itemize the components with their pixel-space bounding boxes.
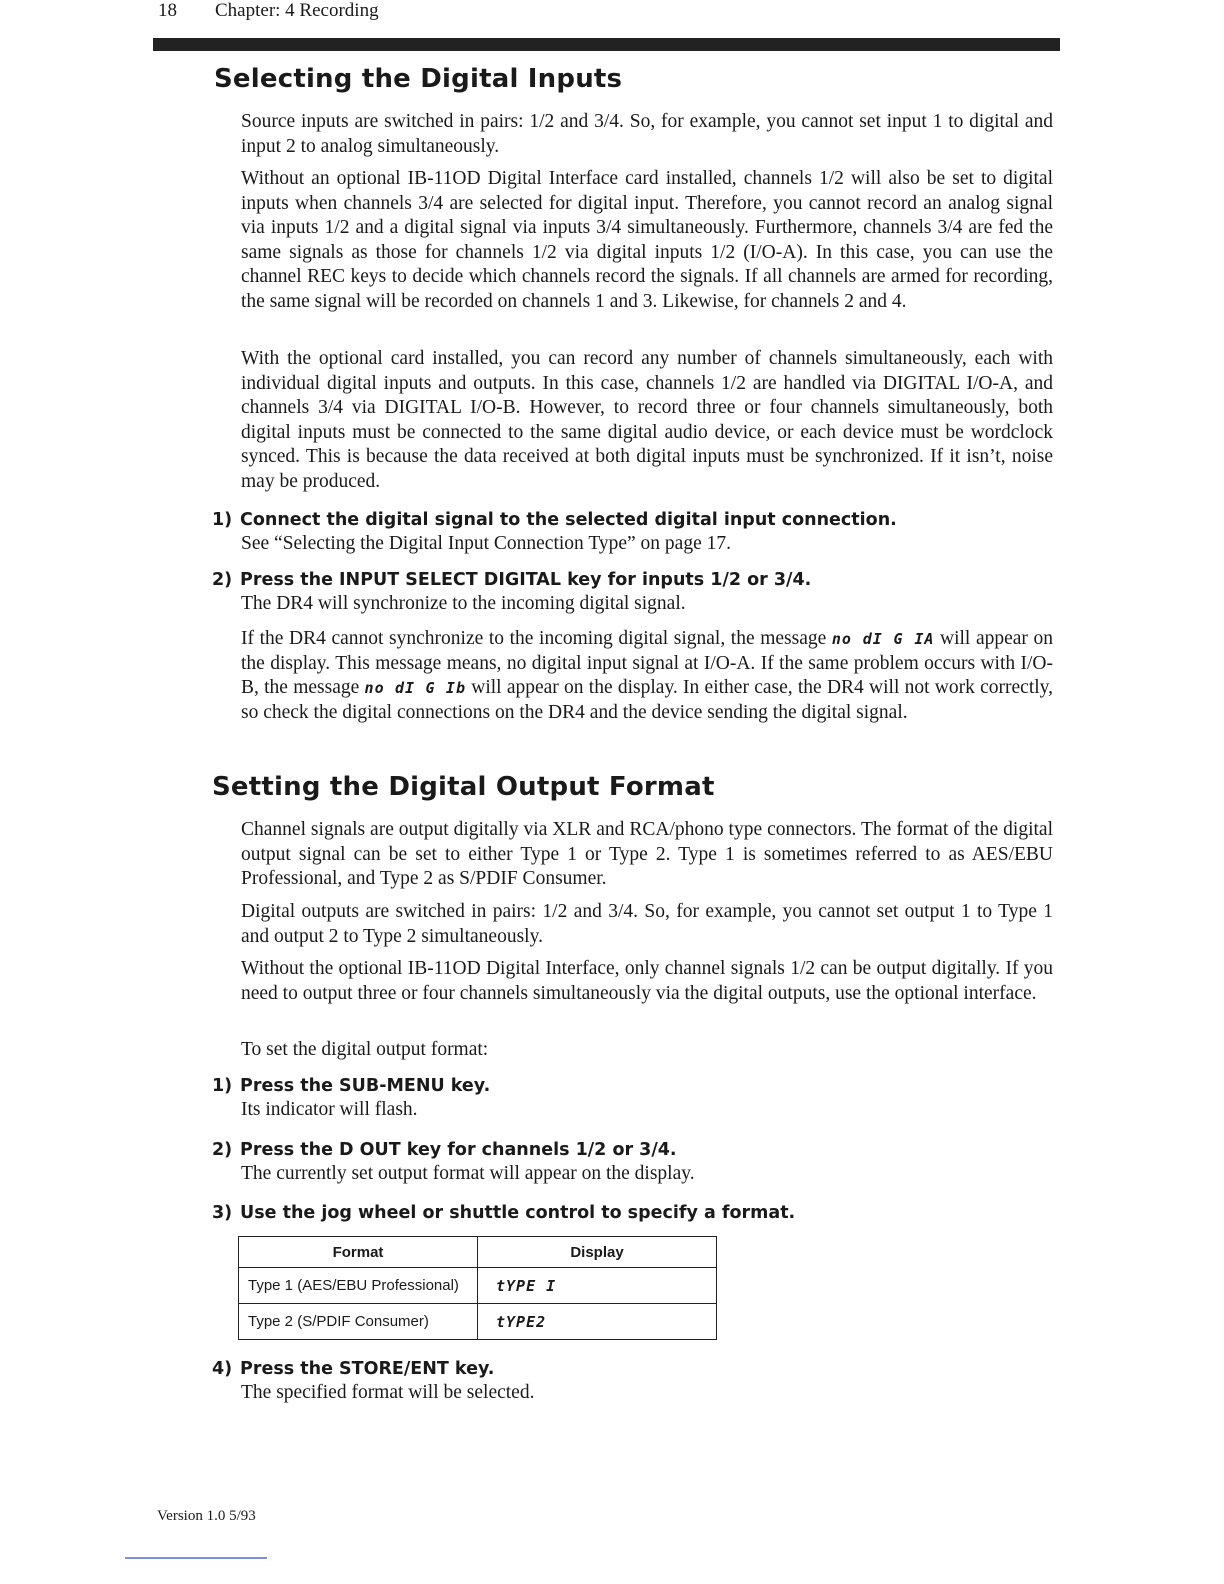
paragraph: Without an optional IB-11OD Digital Interface card installed, channels 1/2 will also be set to digital inputs when channels 3/4 are selected for digital input. Therefore, you cannot record an analog signal via inputs 1/2 and a digital signal via inputs 3/4 simultaneously. Furthermore, channels 3/4 are fed the same signals as those for channels 1/2 via digital inputs 1/2 (I/O-A). In this case, you can use the channel REC keys to decide which channels record the signals. If all channels are armed for recording, the same signal will be recorded on channels 1 and 3. Likewise, for channels 2 and 4.	[241, 168, 1053, 312]
note-paragraph	[241, 627, 1053, 725]
table-header-format: Format	[239, 1237, 478, 1268]
paragraph: Digital outputs are switched in pairs: 1/2 and 3/4. So, for example, you cannot set output 1 to Type 1 and output 2 to Type 2 simultaneously.	[241, 901, 1053, 947]
note-text: will appear on the display. In either case, the DR4 will not work correctly, so check the digital connections on the DR4 and the device sending the digital signal.	[241, 677, 1054, 723]
step-number: 3)	[212, 1203, 233, 1223]
lcd-message-io-b: no dI G Ib	[364, 679, 466, 697]
paragraph: Source inputs are switched in pairs: 1/2 and 3/4. So, for example, you cannot set input 1 to digital and input 2 to analog simultaneously.	[241, 111, 1053, 157]
step-number: 2)	[212, 1140, 233, 1160]
chapter-title: Chapter: 4 Recording	[215, 0, 379, 21]
step-title: Press the SUB-MENU key.	[240, 1076, 491, 1096]
step-description: The currently set output format will appear on the display.	[241, 1163, 695, 1184]
paragraph: Without the optional IB-11OD Digital Interface, only channel signals 1/2 can be output digitally. If you need to output three or four channels simultaneously via the digital outputs, use the optional interface.	[241, 958, 1053, 1004]
header-rule	[153, 38, 1060, 51]
paragraph: Channel signals are output digitally via XLR and RCA/phono type connectors. The format of the digital output signal can be set to either Type 1 or Type 2. Type 1 is sometimes referred to as AES/EBU Professional, and Type 2 as S/PDIF Consumer.	[241, 819, 1053, 889]
bottom-rule	[125, 1557, 267, 1559]
step-title: Press the D OUT key for channels 1/2 or 3/4.	[240, 1140, 677, 1160]
section-title-digital-output: Setting the Digital Output Format	[212, 772, 715, 802]
paragraph: With the optional card installed, you can record any number of channels simultaneously, each with individual digital inputs and outputs. In this case, channels 1/2 are handled via DIGITAL I/O-A, and channels 3/4 via DIGITAL I/O-B. However, to record three or four channels simultaneously, both digital inputs must be connected to the same digital audio device, or each device must be wordclock synced. This is because the data received at both digital inputs must be synchronized. If it isn’t, noise may be produced.	[241, 348, 1053, 492]
step-number: 4)	[212, 1359, 233, 1379]
step-number: 1)	[212, 510, 233, 530]
format-table	[238, 1236, 717, 1340]
step-title: Use the jog wheel or shuttle control to specify a format.	[240, 1203, 796, 1223]
step-title: Connect the digital signal to the selected digital input connection.	[240, 510, 897, 530]
step-description: The specified format will be selected.	[241, 1382, 535, 1403]
footer-version: Version 1.0 5/93	[157, 1508, 256, 1524]
table-row	[239, 1268, 717, 1304]
page-number: 18	[158, 0, 177, 21]
display-cell	[478, 1268, 717, 1304]
lcd-message-io-a: no dI G IA	[831, 630, 935, 648]
lcd-display-type2: tYPE2	[496, 1312, 547, 1331]
display-cell	[478, 1304, 717, 1340]
table-header-display: Display	[478, 1237, 717, 1268]
step-title: Press the STORE/ENT key.	[240, 1359, 495, 1379]
format-cell: Type 2 (S/PDIF Consumer)	[239, 1304, 478, 1340]
step-description: See “Selecting the Digital Input Connection Type” on page 17.	[241, 533, 731, 554]
table-row	[239, 1304, 717, 1340]
paragraph: To set the digital output format:	[241, 1039, 489, 1060]
step-description: Its indicator will flash.	[241, 1099, 418, 1120]
step-number: 2)	[212, 570, 233, 590]
format-cell: Type 1 (AES/EBU Professional)	[239, 1268, 478, 1304]
step-title: Press the INPUT SELECT DIGITAL key for inputs 1/2 or 3/4.	[240, 570, 812, 590]
section-title-digital-inputs: Selecting the Digital Inputs	[214, 64, 623, 94]
note-text: will appear on the display. This message means, no digital input signal at I/O-A. If the same problem occurs with I/O-B, the message	[241, 628, 1054, 698]
step-number: 1)	[212, 1076, 233, 1096]
lcd-display-type1: tYPE I	[496, 1276, 557, 1295]
step-description: The DR4 will synchronize to the incoming digital signal.	[241, 593, 686, 614]
table-header-row	[239, 1237, 717, 1268]
note-text: If the DR4 cannot synchronize to the incoming digital signal, the message	[241, 628, 827, 649]
